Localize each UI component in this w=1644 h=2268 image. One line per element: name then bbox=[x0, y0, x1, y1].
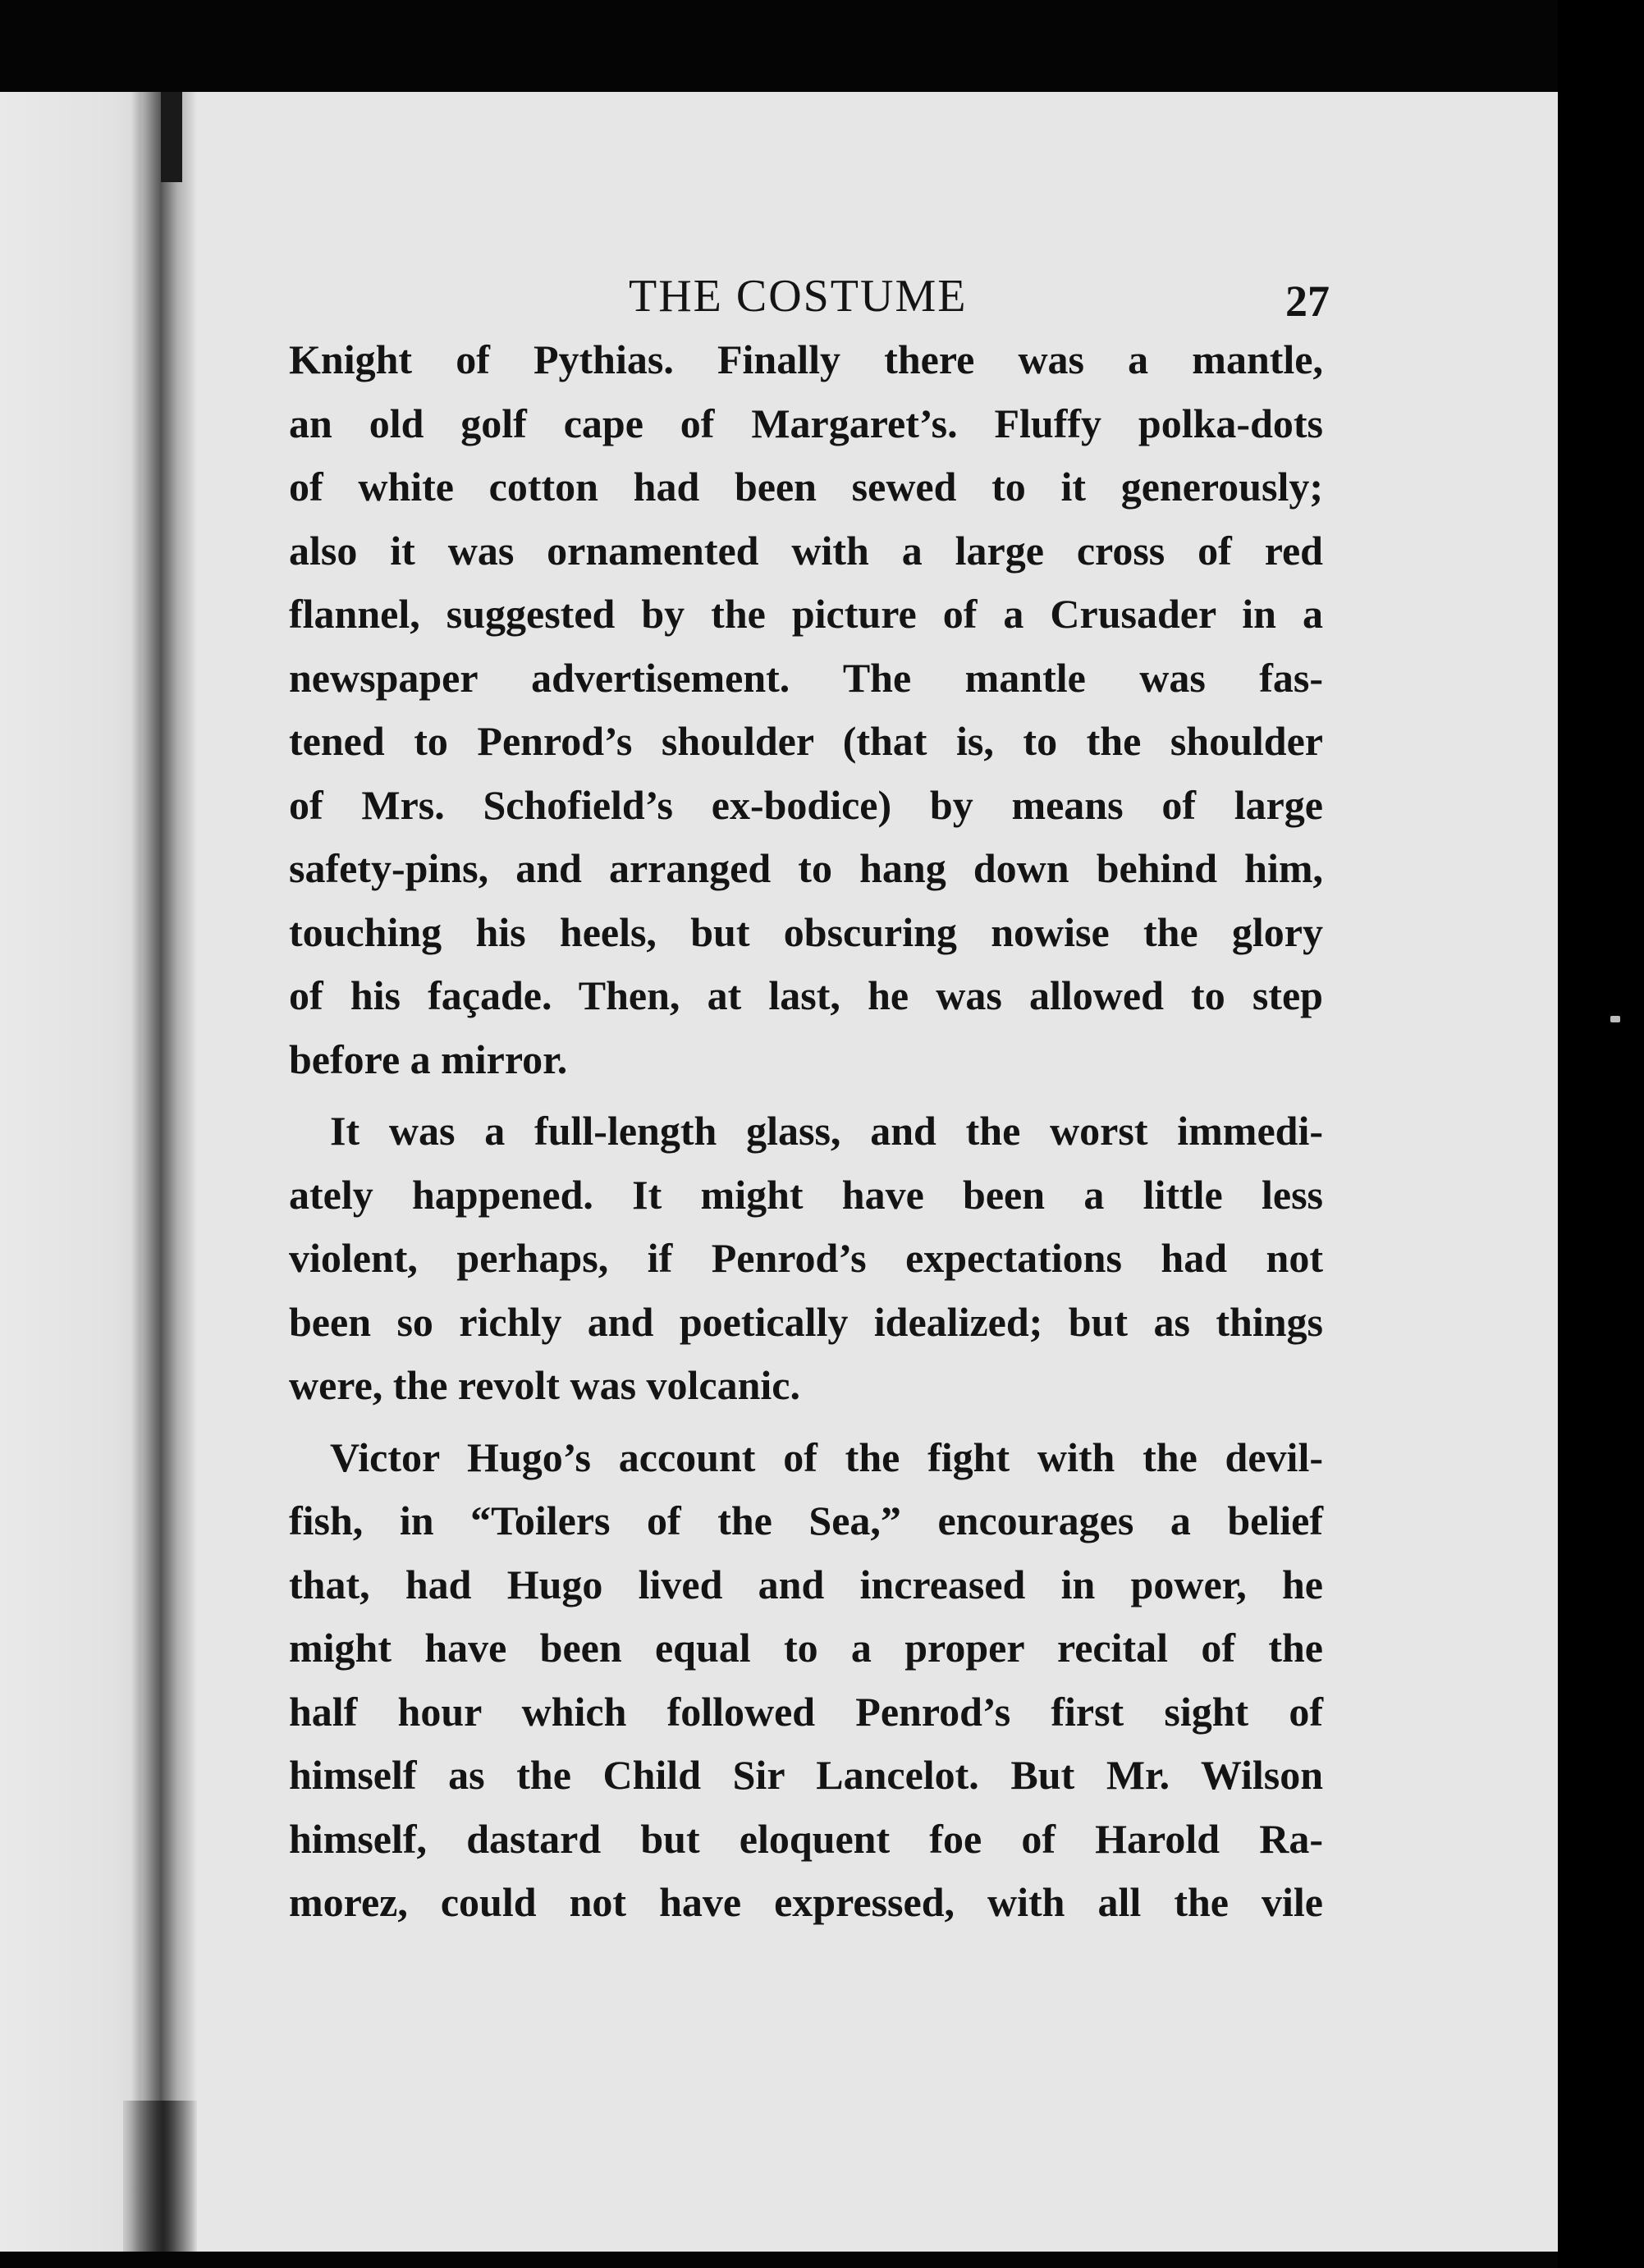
page-number: 27 bbox=[1285, 277, 1330, 326]
left-page-edge bbox=[0, 92, 141, 2252]
paragraph-2 bbox=[289, 1100, 1323, 1418]
text-line: an old golf cape of Margaret’s. Fluffy polka-dots bbox=[289, 400, 1323, 446]
scan-right-border bbox=[1558, 0, 1644, 2268]
gutter-bottom-shadow bbox=[123, 2101, 197, 2252]
text-line: been so richly and poetically idealized; but as things bbox=[289, 1298, 1323, 1345]
text-line: Victor Hugo’s account of the fight with the devil- bbox=[330, 1434, 1323, 1480]
text-line: flannel, suggested by the picture of a Crusader in a bbox=[289, 591, 1323, 637]
text-line: of Mrs. Schofield’s ex-bodice) by means of large bbox=[289, 781, 1323, 828]
paragraph-1 bbox=[289, 328, 1323, 1091]
paragraph-3 bbox=[289, 1426, 1323, 1935]
text-line: himself as the Child Sir Lancelot. But Mr. Wilson bbox=[289, 1752, 1323, 1798]
text-line: fish, in “Toilers of the Sea,” encourages a belief bbox=[289, 1498, 1323, 1543]
text-line: that, had Hugo lived and increased in power, he bbox=[289, 1561, 1323, 1607]
text-line: tened to Penrod’s shoulder (that is, to the shoulder bbox=[289, 718, 1323, 764]
dust-speck bbox=[1610, 1016, 1620, 1022]
text-line: violent, perhaps, if Penrod’s expectations had not bbox=[289, 1235, 1323, 1281]
text-line: might have been equal to a proper recital of the bbox=[289, 1625, 1323, 1671]
text-line: It was a full-length glass, and the worst immedi- bbox=[330, 1108, 1323, 1154]
text-line: Knight of Pythias. Finally there was a mantle, bbox=[289, 336, 1323, 382]
text-line: newspaper advertisement. The mantle was fas- bbox=[289, 654, 1323, 701]
text-line: of his façade. Then, at last, he was allowed to step bbox=[289, 972, 1323, 1018]
text-line: of white cotton had been sewed to it generously; bbox=[289, 464, 1323, 510]
book-gutter-shadow bbox=[131, 92, 197, 2252]
text-line: were, the revolt was volcanic. bbox=[289, 1362, 800, 1408]
text-line: before a mirror. bbox=[289, 1036, 568, 1082]
text-line: safety-pins, and arranged to hang down behind him, bbox=[289, 845, 1323, 891]
text-line: himself, dastard but eloquent foe of Harold Ra- bbox=[289, 1815, 1323, 1862]
text-line: touching his heels, but obscuring nowise the glory bbox=[289, 908, 1323, 955]
text-line: morez, could not have expressed, with all the vile bbox=[289, 1879, 1323, 1925]
running-head: THE COSTUME bbox=[629, 271, 968, 322]
page-text-block bbox=[289, 264, 1330, 1935]
gutter-top-shadow bbox=[161, 92, 182, 182]
text-line: ately happened. It might have been a little less bbox=[289, 1171, 1323, 1218]
text-line: half hour which followed Penrod’s first sight of bbox=[289, 1688, 1323, 1735]
page-header bbox=[289, 264, 1330, 328]
text-line: also it was ornamented with a large cross of red bbox=[289, 527, 1323, 574]
